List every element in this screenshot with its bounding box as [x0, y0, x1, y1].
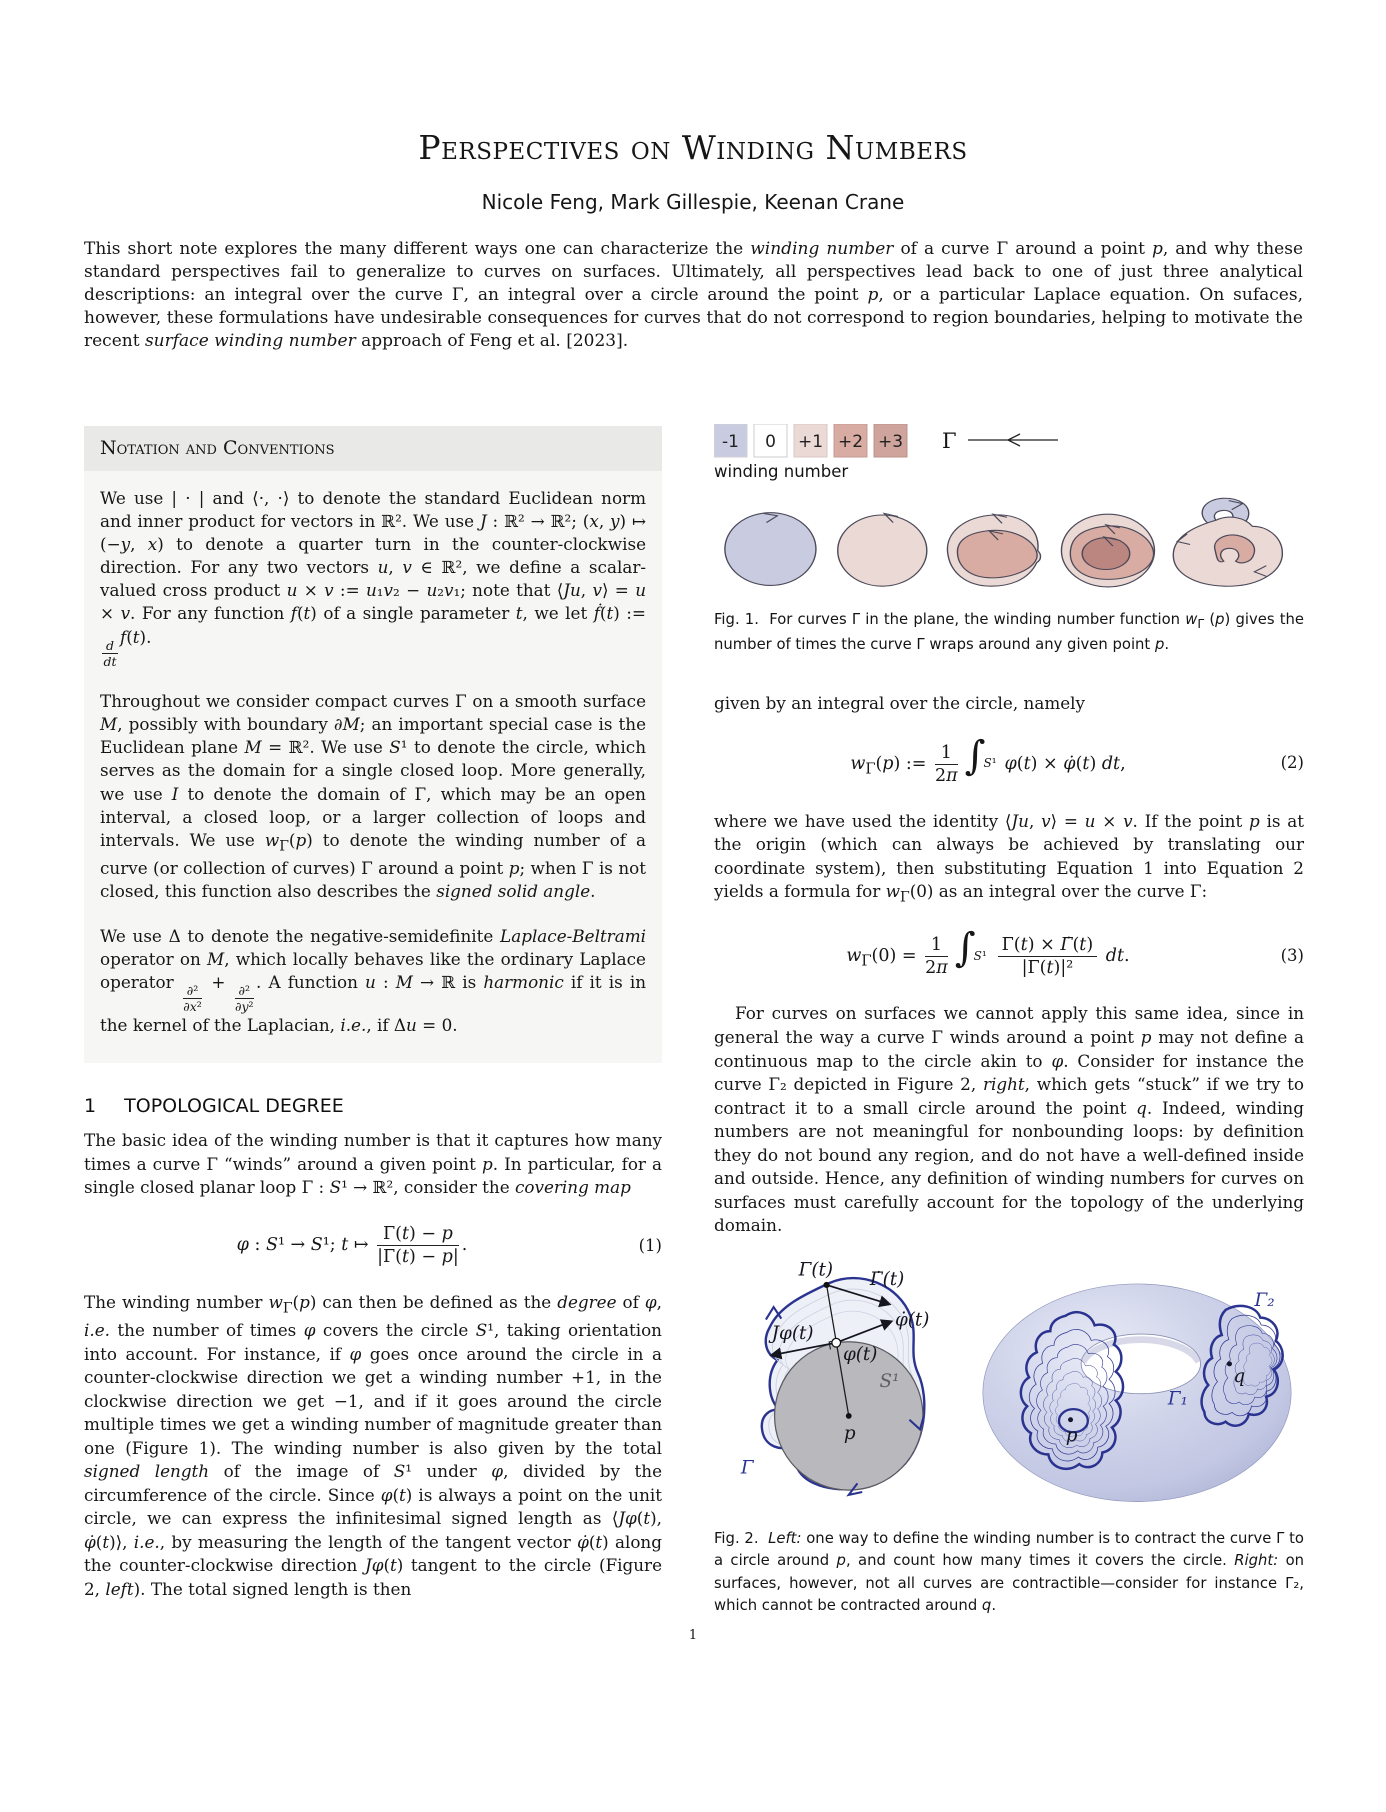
- notation-box-title: Notation and Conventions: [84, 426, 662, 471]
- q-point: [1227, 1361, 1232, 1366]
- label-q: q: [1233, 1365, 1246, 1387]
- svg-text:+2: +2: [837, 432, 864, 452]
- label-phi-dot: φ̇(t): [894, 1308, 930, 1330]
- figure1-caption: Fig. 1. For curves Γ in the plane, the winding number function $w_\Gamma$ (p) gives the number of times the curve Γ wraps around any given point p.: [714, 611, 1304, 653]
- label-s1: S¹: [879, 1370, 900, 1392]
- left-column: [84, 426, 662, 1601]
- gamma-direction-arrow: [968, 434, 1058, 446]
- section-title: TOPOLOGICAL DEGREE: [124, 1094, 344, 1117]
- label-p-torus: p: [1065, 1424, 1078, 1446]
- rc-paragraph-2: where we have used the identity ⟨Ju, v⟩ = u × v. If the point p is at the origin (which can always be achieved by translating our coordinate system), then substituting Equation 1 into Equation 2 yields a formula for $w_\Gamma(0)$ as an integral over the curve Γ:: [714, 810, 1304, 906]
- label-gamma1: Γ₁: [1167, 1387, 1188, 1409]
- notation-box-body: [84, 471, 662, 1063]
- page-title: Perspectives on Winding Numbers: [418, 128, 968, 167]
- label-gamma2: Γ₂: [1254, 1289, 1275, 1311]
- label-gamma-t: Γ(t): [798, 1258, 833, 1280]
- p-point-torus: [1068, 1417, 1073, 1422]
- abstract: This short note explores the many different ways one can characterize the winding number of a curve Γ around a point p, and why these standard perspectives fail to generalize to curves on surfaces. Ultimately, all perspectives lead back to one of just three analytical descriptions: an integral over the curve Γ, an integral over a circle around the point p, or a particular Laplace equation. On sufaces, however, these formulations have undesirable consequences for curves that do not correspond to region boundaries, helping to motivate the recent surface winding number approach of Feng et al. [2023].: [84, 239, 1304, 352]
- legend-swatch-0: [754, 424, 787, 457]
- equation-2-body: $w_\Gamma(p)$ := $\frac{1}{2\pi}$ ∫ S¹ φ(t) × φ̇(t) dt,: [850, 732, 1126, 786]
- notation-paragraph-1: We use | · | and ⟨·, ·⟩ to denote the standard Euclidean norm and inner product for vectors in ℝ². We use J : ℝ² → ℝ²; (x, y) ↦ (−y, x) to denote a quarter turn in the counter-clockwise direction. For any two vectors u, v ∈ ℝ², we define a scalar-valued cross product u × v := u₁v₂ − u₂v₁; note that ⟨Ju, v⟩ = u × v. For any function f(t) of a single parameter t, we let ḟ(t) := $\frac{d}{dt}$ f(t).: [100, 487, 647, 669]
- figure2-caption: Fig. 2. Left: one way to define the winding number is to contract the curve Γ to a circle around p, and count how many times it covers the circle. Right: on surfaces, however, not all curves are contractible—consider for instance Γ₂, which cannot be contracted around q.: [714, 1529, 1304, 1615]
- equation-3-tag: (3): [1280, 945, 1304, 965]
- legend-swatch-plus1: [794, 424, 827, 457]
- label-jphi: Jφ(t): [771, 1322, 814, 1344]
- section1-paragraph-1: The basic idea of the winding number is that it captures how many times a curve Γ “winds” around a given point p. In particular, for a single closed planar loop Γ : S¹ → ℝ², consider the covering map: [84, 1130, 663, 1198]
- authors: Nicole Feng, Mark Gillespie, Keenan Crane: [481, 190, 905, 214]
- section-number: 1: [84, 1094, 97, 1117]
- label-gamma: Γ: [740, 1457, 754, 1479]
- svg-text:0: 0: [765, 432, 776, 452]
- phi-t-point: [832, 1338, 841, 1347]
- figure2-torus-diagram: [970, 1256, 1304, 1518]
- notation-paragraph-3: We use Δ to denote the negative-semidefinite Laplace-Beltrami operator on M, which locally behaves like the ordinary Laplace operator $\frac{\text{∂²}}{\text{∂x²}}$ + $\frac{\text{∂²}}{\text{∂y²}}$ . A function u : M → ℝ is harmonic if it is in the kernel of the Laplacian, i.e., if Δu = 0.: [100, 925, 647, 1035]
- notation-paragraph-2: Throughout we consider compact curves Γ on a smooth surface M, possibly with boundary ∂M; an important special case is the Euclidean plane M = ℝ². We use S¹ to denote the circle, which serves as the domain for a single closed loop. More generally, we use I to denote the domain of Γ, which may be an open interval, a closed loop, or a larger collection of loops and intervals. We use $w_\Gamma(p)$ to denote the winding number of a curve (or collection of curves) Γ around a point p; when Γ is not closed, this function also describes the signed solid angle.: [100, 690, 647, 901]
- section-heading: [84, 1093, 662, 1120]
- gamma-symbol: Γ: [942, 429, 957, 453]
- label-phi: φ(t): [842, 1343, 878, 1365]
- equation-1-tag: (1): [638, 1235, 662, 1255]
- figure1: [714, 424, 1304, 656]
- equation-3-body: $w_\Gamma(0)$ = $\frac{1}{2\pi}$ ∫ S¹ $\frac{\Gamma(t) \times \Gammȧ(t)}{\text{|Γ(t)|²}}$ dt.: [846, 925, 1130, 979]
- svg-text:+1: +1: [797, 432, 824, 452]
- equation-3: [714, 925, 1304, 979]
- blob-swirl: [1173, 498, 1282, 586]
- equation-1-body: φ : S¹ → S¹; t ↦ $\frac{\Gamma(t) - p}{|\Gamma(t) - p|}$ .: [236, 1223, 468, 1267]
- legend-title: winding number: [714, 462, 849, 481]
- right-column: [714, 424, 1304, 1618]
- rc-paragraph-1: given by an integral over the circle, namely: [714, 693, 1086, 714]
- figure2: [714, 1256, 1304, 1618]
- blob-winding-minus1: [725, 512, 816, 585]
- figure1-legend: [714, 424, 1114, 482]
- legend-swatch-plus3: [874, 424, 907, 457]
- label-p: p: [843, 1422, 856, 1444]
- p-point: [846, 1413, 852, 1419]
- equation-2: [714, 732, 1304, 786]
- legend-swatch-minus1: [714, 424, 747, 457]
- equation-1: [84, 1224, 662, 1267]
- equation-2-tag: (2): [1280, 753, 1304, 773]
- blob-winding-plus3: [1061, 514, 1154, 587]
- rc-paragraph-3: For curves on surfaces we cannot apply this same idea, since in general the way a curve Γ winds around a point p may not define a continuous map to the circle akin to φ. Consider for instance the curve Γ₂ depicted in Figure 2, right, which gets “stuck” if we try to contract it to a small circle around the point q. Indeed, winding numbers are not meaningful for nonbounding loops: by definition they do not bound any region, and do not have a well-defined inside and outside. Hence, any definition of winding numbers for curves on surfaces must carefully account for the topology of the underlying domain.: [714, 1003, 1305, 1236]
- gamma-t-point: [824, 1281, 830, 1287]
- blob-winding-plus1: [838, 513, 927, 586]
- svg-text:-1: -1: [722, 432, 739, 452]
- legend-swatch-plus2: [834, 424, 867, 457]
- notation-box: [84, 426, 662, 1063]
- figure1-diagram: [714, 493, 1297, 593]
- svg-text:+3: +3: [877, 432, 904, 452]
- page-number: 1: [688, 1628, 698, 1643]
- blob-winding-plus2: [947, 514, 1040, 586]
- label-gamma-dot: Γ̇(t): [869, 1268, 905, 1290]
- section1-paragraph-2: The winding number $w_\Gamma(p)$ can then be defined as the degree of φ, i.e. the number of times φ covers the circle S¹, taking orientation into account. For instance, if φ goes once around the circle in a counter-clockwise direction we get a winding number +1, in the clockwise direction we get −1, and if it goes around the circle multiple times we get a winding number of magnitude greater than one (Figure 1). The winding number is also given by the total signed length of the image of S¹ under φ, divided by the circumference of the circle. Since φ(t) is always a point on the unit circle, we can express the infinitesimal signed length as ⟨Jφ(t), φ̇(t)⟩, i.e., by measuring the length of the tangent vector φ̇(t) along the counter-clockwise direction Jφ(t) tangent to the circle (Figure 2, left). The total signed length is then: [84, 1292, 663, 1599]
- figure2-left-diagram: [714, 1256, 970, 1518]
